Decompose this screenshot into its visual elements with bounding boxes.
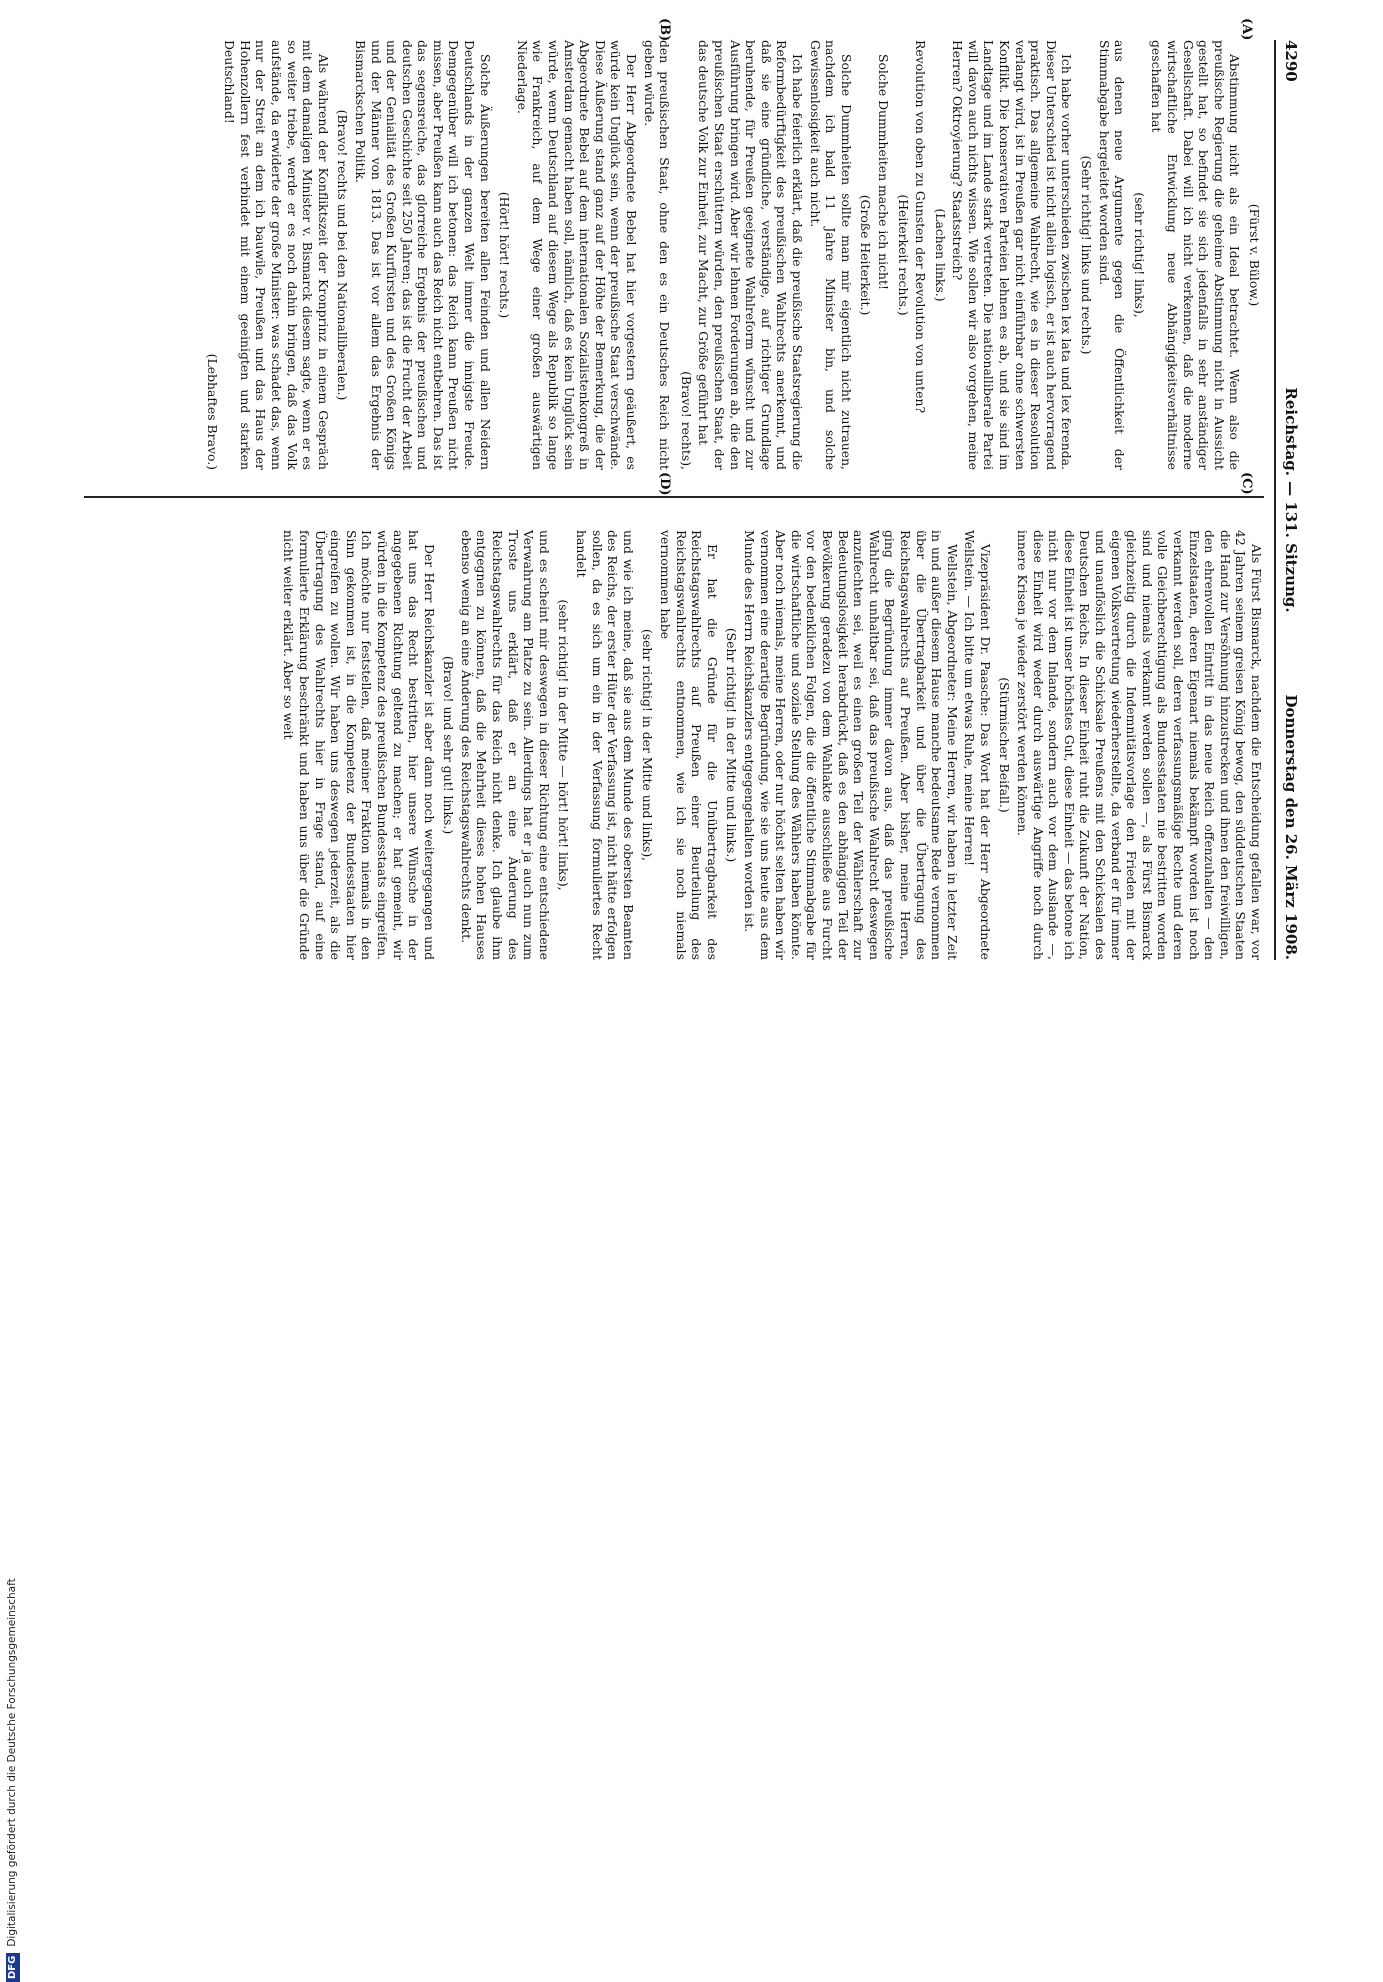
paragraph: Vizepräsident Dr. Paasche: Das Wort hat der Herr Abgeordnete Wellstein. — Ich bitte um etwas Ruhe, meine Herren!: [962, 530, 993, 960]
stage-direction: (Lachen links.): [932, 208, 948, 302]
paragraph: Solche Dummheiten sollte man mir eigentlich nicht zutrauen, nachdem ich bald 11 Jahre Minister bin, und solche Gewissenlosigkeit auch nicht.: [807, 40, 854, 470]
paragraph: Ich habe vorher unterschieden zwischen lex lata und lex ferenda. Dieser Unterschied ist nicht allein logisch, er ist auch hervorragend praktisch. Das allgemeine Wahlrecht, wie es in dieser Resolution verlangt wird, ist in Preußen gar nicht einführbar ohne schwersten Konflikt. Die konservativen Parteien lehnen es ab, und sie sind im Landtage und im Lande stark vertreten. Die nationalliberale Partei will davon auch nichts wissen. Wie sollen wir also vorgehen, meine Herren? Oktroyierung? Staatsstreich?: [950, 40, 1075, 470]
margin-mark-b: (B): [657, 18, 672, 42]
header-title: Reichstag. — 131. Sitzung.: [1282, 387, 1300, 613]
stage-direction: (Heiterkeit rechts.): [895, 194, 911, 316]
paragraph: und es scheint mir deswegen in dieser Richtung eine entschiedene Verwahrung am Platze zu sein. Allerdings hat er ja auch nun zum Troste uns erklärt, daß er an eine Änderung des Reichstagswahlrechts für das Reich nicht denke. Ich glaube ihm entgegnen zu können, daß die Mehrheit dieses hohen Hauses ebenso wenig an eine Änderung des Reichstagswahlrechts denkt.: [458, 530, 552, 960]
stage-direction: (Lebhaftes Bravo.): [204, 353, 220, 470]
stage-direction: (sehr richtig! in der Mitte und links),: [640, 628, 656, 862]
stage-direction: (Große Heiterkeit.): [858, 194, 874, 316]
page-number: 4290: [1282, 40, 1300, 82]
paragraph: Ich habe feierlich erklärt, daß die preußische Staatsregierung die Reformbedürftigkeit des preußischen Wahlrechts anerkennt, und daß sie eine gründliche, verständige, auf richtiger Grundlage beruhende, für Preußen geeignete Wahlreform wünscht und zur Ausführung bringen wird. Aber wir lehnen Forderungen ab, die den preußischen Staat erschüttern würden, den preußischen Staat, der das deutsche Volk zur Einheit, zur Macht, zur Größe geführt hat: [696, 40, 805, 470]
paragraph: Revolution von oben zu Gunsten der Revolution von unten?: [913, 40, 929, 414]
paragraph: den preußischen Staat, ohne den es ein Deutsches Reich nicht geben würde.: [641, 40, 673, 470]
paragraph: Der Herr Abgeordnete Bebel hat hier vorgestern geäußert, es würde kein Unglück sein, wenn der preußische Staat verschwände. Diese Äußerung stand ganz auf der Höhe der Bemerkung, die der Abgeordnete Bebel auf dem internationalen Sozialistenkongreß in Amsterdam gemacht haben soll, nämlich, daß es kein Unglück sein würde, wenn Deutschland auf diesem Wege als Republik so lange wie Frankreich, auf dem Wege einer großen auswärtigen Niederlage.: [514, 40, 640, 470]
paragraph: Als während der Konfliktszeit der Kronprinz in einem Gespräch mit dem damaligen Minister v. Bismarck diesem sagte, wenn er es so weiter triebe, werde er es noch dahin bringen, daß das Volk aufstände, da erwiderte der große Minister: was schadet das, wenn nur der Streit an dem ich bauwile, Preußen und das Haus der Hohenzollern fest verbindet mit einem geeinigten und starken Deutschland!: [222, 40, 331, 470]
paragraph: Solche Äußerungen bereiten allen Feinden und allen Neidern Deutschlands in der ganzen Welt immer die innigste Freude. Demgegenüber will ich betonen: das Reich kann Preußen nicht missen, aber Preußen kann auch das Reich nicht entbehren. Das ist das segensreiche, das glorreiche Ergebnis der preußischen und deutschen Geschichte seit 250 Jahren; das ist die Frucht der Arbeit und der Genialität des Großen Kurfürsten und des Großen Königs und der Männer von 1813. Das ist vor allem das Ergebnis der Bismarckschen Politik.: [352, 40, 493, 470]
paragraph: Er hat die Gründe für die Unübertragbarkeit des Reichstagswahlrechts auf Preußen einer Beurteilung des Reichstagswahlrechts entnommen, wie ich sie noch niemals vernommen habe: [658, 530, 720, 960]
running-header: [1278, 40, 1300, 960]
margin-mark-d: (D): [657, 472, 672, 496]
margin-mark-c: (C): [1239, 472, 1254, 495]
digitization-credit: [3, 982, 21, 1982]
paragraph: Als Fürst Bismarck, nachdem die Entscheidung gefallen war, vor 42 Jahren seinem greisen König bewog, den süddeutschen Staaten die Hand zur Versöhnung hinzustrecken und ihnen den freiwilligen, den ehrenvollen Eintritt in das neue Reich offenzuhalten — den Einzelstaaten, deren Eigenart niemals bekämpft worden ist noch verkannt werden soll, deren verfassungsmäßige Rechte und deren volle Gleichberechtigung als Bundesstaaten nie bestritten worden sind und niemals verkannt werden sollen —, als Fürst Bismarck gleichzeitig durch die Indemnitätsvorlage den Frieden mit der eigenen Volksvertretung wiederherstellte, da verband er für immer und unauflöslich die Schicksale Preußens mit den Schicksalen des Deutschen Reichs. In dieser Einheit ruht die Zukunft der Nation, diese Einheit ist unser höchstes Gut, diese Einheit — das betone ich nicht nur vor dem Inlande, sondern auch vor dem Auslande —, diese Einheit wird weder durch auswärtige Angriffe noch durch innere Krisen je wieder zerstört werden können.: [1015, 530, 1264, 960]
stage-direction: (Hört! hört! rechts.): [497, 191, 513, 319]
paragraph: Wellstein, Abgeordneter: Meine Herren, wir haben in letzter Zeit in und außer diesem Hause manche bedeutsame Rede vernommen über die Übertragbarkeit und über die Übertragung des Reichstagswahlrechts auf Preußen. Aber bisher, meine Herren, ging die Begründung immer davon aus, daß das preußische Wahlrecht unhaltbar sei, daß das preußische Wahlrecht deswegen anzufechten sei, weil es einen großen Teil der Wählerschaft zur Bedeutungslosigkeit herabdrückt, daß es den abhängigen Teil der Bevölkerung geradezu von dem Wahlakte ausschließe aus Furcht vor den bedenklichen Folgen, die die öffentliche Stimmabgabe für die wirtschaftliche und soziale Stellung des Wählers haben könnte. Aber noch niemals, meine Herren, oder nur höchst selten haben wir vernommen eine derartige Begründung, wie sie uns heute aus dem Munde des Herrn Reichskanzlers entgegengehalten worden ist.: [742, 530, 960, 960]
stage-direction: (Bravo! und sehr gut! links.): [441, 655, 457, 835]
paragraph: Der Herr Reichskanzler ist aber dann noch weitergegangen und hat uns das Recht bestritten, hier unsere Wünsche in der angegebenen Richtung geltend zu machen; er hat gemeint, wir würden in die Kompetenz des preußischen Bundesstaats eingreifen. Ich möchte nur feststellen, daß meiner Fraktion niemals in den Sinn gekommen ist, in die Kompetenz der Bundesstaaten hier eingreifen zu wollen. Wir haben uns deswegen jederzeit, als die Übertragung des Wahlrechts hier in Frage stand, auf eine formulierte Erklärung beschränkt und haben uns über die Gründe nicht weiter erklärt. Aber so weit: [281, 530, 437, 960]
header-rule: [1274, 40, 1276, 960]
credit-text: Digitalisierung gefördert durch die Deutsche Forschungsgemeinschaft: [6, 1578, 18, 1947]
document-page: [22, 0, 1312, 1000]
stage-direction: (Fürst v. Bülow.): [1247, 203, 1262, 307]
paragraph: aus denen neue Argumente gegen die Öffentlichkeit der Stimmabgabe hergeleitet worden sind.: [1096, 40, 1128, 470]
stage-direction: (Sehr richtig! in der Mitte und links.): [724, 627, 740, 863]
stage-direction: (sehr richtig! in der Mitte — hört! hört! links),: [556, 599, 572, 891]
paragraph: und wie ich meine, daß sie aus dem Munde des obersten Beamten des Reichs, der erster Hüter der Verfassung ist, nicht hätte erfolgen sollen, da es sich um ein in der Verfassung formuliertes Recht handelt: [574, 530, 636, 960]
column-divider: [84, 496, 1264, 498]
stage-direction: (Sehr richtig! links und rechts.): [1079, 155, 1095, 355]
left-column: [198, 40, 1264, 470]
right-column: [279, 530, 1264, 960]
header-date: Donnerstag den 26. März 1908.: [1282, 694, 1300, 960]
paragraph: Solche Dummheiten mache ich nicht!: [875, 54, 891, 290]
stage-direction: (sehr richtig! links),: [1131, 192, 1147, 318]
margin-mark-a: (A): [1239, 18, 1254, 41]
stage-direction: (Bravo! rechts und bei den Nationalliberalen.): [335, 109, 351, 401]
stage-direction: (Stürmischer Beifall.): [997, 677, 1013, 813]
stage-direction: (Bravo! rechts),: [678, 371, 694, 470]
dfg-logo: DFG: [6, 1953, 20, 1982]
paragraph: Abstimmung nicht als ein Ideal betrachtet. Wenn also die preußische Regierung die geheime Abstimmung nicht in Aussicht gestellt hat, so befindet sie sich jedenfalls in sehr anständiger Gesellschaft. Dabei will ich nicht verkennen, daß die moderne wirtschaftliche Entwicklung neue Abhängigkeitsverhältnisse geschaffen hat: [1149, 40, 1243, 470]
